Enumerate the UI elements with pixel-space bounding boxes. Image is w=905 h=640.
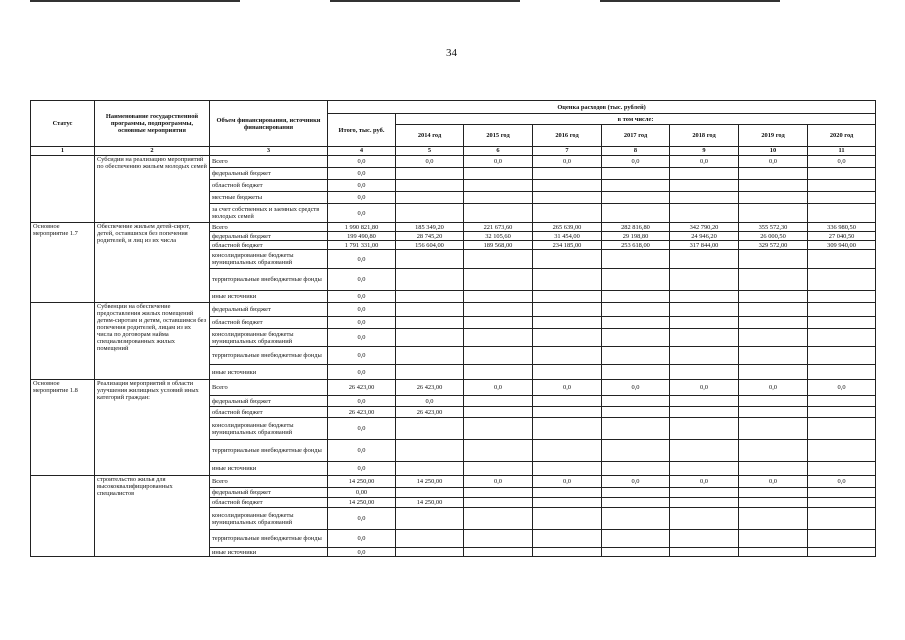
funding-source: федеральный бюджет [210, 168, 328, 180]
table-row [31, 223, 876, 232]
funding-source: Всего [210, 223, 328, 232]
year-value [808, 488, 876, 498]
header-volume: Объем финансирования, источники финансирования [210, 101, 328, 147]
year-value [533, 204, 602, 223]
total-value: 0,0 [328, 462, 396, 476]
year-value [808, 418, 876, 440]
year-value [533, 192, 602, 204]
year-value [808, 347, 876, 365]
year-value [533, 418, 602, 440]
funding-source: Всего [210, 380, 328, 396]
year-value [670, 365, 739, 380]
year-value: 0,0 [602, 476, 670, 488]
year-value [808, 462, 876, 476]
year-value [602, 269, 670, 291]
total-value: 0,0 [328, 440, 396, 462]
funding-source: областной бюджет [210, 407, 328, 418]
year-value: 0,0 [396, 396, 464, 407]
year-value: 0,0 [464, 476, 533, 488]
header-year: 2019 год [739, 125, 808, 147]
year-value [533, 462, 602, 476]
year-value [739, 407, 808, 418]
scan-top-edge [0, 0, 905, 3]
header-year: 2014 год [396, 125, 464, 147]
year-value: 0,0 [808, 476, 876, 488]
year-value [808, 317, 876, 329]
year-value: 0,0 [808, 156, 876, 168]
year-value [670, 498, 739, 508]
funding-source: территориальные внебюджетные фонды [210, 530, 328, 548]
total-value: 0,0 [328, 548, 396, 557]
header-name: Наименование государственной программы, подпрограммы, основные мероприятия [95, 101, 210, 147]
year-value [396, 548, 464, 557]
row-status: Основное мероприятие 1.8 [31, 380, 95, 476]
column-number: 5 [396, 147, 464, 156]
year-value [533, 488, 602, 498]
financing-table [30, 100, 876, 557]
year-value [739, 396, 808, 407]
total-value: 0,0 [328, 180, 396, 192]
year-value: 336 980,50 [808, 223, 876, 232]
year-value [533, 396, 602, 407]
header-estimate: Оценка расходов (тыс. рублей) [328, 101, 876, 114]
year-value [739, 462, 808, 476]
total-value: 0,0 [328, 156, 396, 168]
year-value [670, 329, 739, 347]
year-value [808, 396, 876, 407]
year-value [533, 303, 602, 317]
year-value [396, 347, 464, 365]
year-value [533, 329, 602, 347]
column-number: 11 [808, 147, 876, 156]
total-value: 0,0 [328, 347, 396, 365]
year-value [396, 250, 464, 269]
row-measure-name: Субвенции на обеспечение предоставления жилых помещений детям-сиротам и детям, оставшимся без попечения родителей, лицам из их числа по договорам найма специализированных жилых помещений [95, 303, 210, 380]
year-value [670, 180, 739, 192]
year-value [739, 180, 808, 192]
row-status [31, 303, 95, 380]
column-number: 3 [210, 147, 328, 156]
total-value: 0,0 [328, 269, 396, 291]
funding-source: территориальные внебюджетные фонды [210, 347, 328, 365]
year-value [602, 396, 670, 407]
row-status [31, 156, 95, 223]
year-value: 309 940,00 [808, 241, 876, 250]
header-year: 2015 год [464, 125, 533, 147]
funding-source: консолидированные бюджеты муниципальных образований [210, 418, 328, 440]
year-value: 317 844,00 [670, 241, 739, 250]
year-value: 282 816,80 [602, 223, 670, 232]
total-value: 0,0 [328, 508, 396, 530]
total-value: 26 423,00 [328, 407, 396, 418]
year-value: 0,0 [670, 156, 739, 168]
year-value: 221 673,60 [464, 223, 533, 232]
total-value: 0,0 [328, 396, 396, 407]
year-value [396, 180, 464, 192]
year-value [602, 407, 670, 418]
funding-source: консолидированные бюджеты муниципальных образований [210, 250, 328, 269]
funding-source: иные источники [210, 365, 328, 380]
total-value: 0,0 [328, 317, 396, 329]
year-value [533, 317, 602, 329]
year-value [464, 396, 533, 407]
year-value [739, 269, 808, 291]
year-value [739, 488, 808, 498]
year-value: 189 568,00 [464, 241, 533, 250]
year-value: 26 423,00 [396, 407, 464, 418]
year-value [602, 180, 670, 192]
year-value [464, 498, 533, 508]
funding-source: Всего [210, 476, 328, 488]
year-value [808, 303, 876, 317]
year-value [396, 168, 464, 180]
year-value: 29 198,80 [602, 232, 670, 241]
year-value [464, 418, 533, 440]
year-value [670, 418, 739, 440]
year-value [464, 407, 533, 418]
year-value [739, 291, 808, 303]
year-value [808, 180, 876, 192]
column-number: 9 [670, 147, 739, 156]
year-value [396, 303, 464, 317]
year-value [396, 440, 464, 462]
year-value: 0,0 [739, 156, 808, 168]
year-value [533, 291, 602, 303]
year-value [396, 508, 464, 530]
column-number: 1 [31, 147, 95, 156]
year-value [670, 488, 739, 498]
year-value [533, 407, 602, 418]
total-value: 0,0 [328, 530, 396, 548]
funding-source: территориальные внебюджетные фонды [210, 440, 328, 462]
funding-source: областной бюджет [210, 180, 328, 192]
year-value [602, 192, 670, 204]
year-value [602, 303, 670, 317]
column-number: 6 [464, 147, 533, 156]
total-value: 0,0 [328, 303, 396, 317]
year-value [464, 291, 533, 303]
year-value [533, 548, 602, 557]
year-value: 27 040,50 [808, 232, 876, 241]
row-measure-name: Реализация мероприятий в области улучшения жилищных условий иных категорий граждан: [95, 380, 210, 476]
year-value [464, 508, 533, 530]
year-value [533, 168, 602, 180]
year-value [670, 548, 739, 557]
header-year: 2020 год [808, 125, 876, 147]
year-value [808, 204, 876, 223]
year-value [808, 440, 876, 462]
year-value: 156 604,00 [396, 241, 464, 250]
year-value [670, 269, 739, 291]
year-value [533, 530, 602, 548]
year-value [739, 204, 808, 223]
column-numbers-row [31, 147, 876, 156]
year-value [602, 440, 670, 462]
year-value [396, 329, 464, 347]
header-year: 2016 год [533, 125, 602, 147]
total-value: 0,0 [328, 168, 396, 180]
year-value [533, 347, 602, 365]
year-value [396, 365, 464, 380]
year-value [739, 168, 808, 180]
funding-source: иные источники [210, 291, 328, 303]
year-value: 0,0 [533, 476, 602, 488]
year-value [670, 291, 739, 303]
year-value: 14 250,00 [396, 498, 464, 508]
table-row [31, 380, 876, 396]
year-value [396, 317, 464, 329]
funding-source: территориальные внебюджетные фонды [210, 269, 328, 291]
year-value [739, 498, 808, 508]
row-measure-name: Обеспечение жильем детей-сирот, детей, оставшихся без попечения родителей, и лиц из их числа [95, 223, 210, 303]
year-value [739, 329, 808, 347]
year-value [464, 269, 533, 291]
year-value [739, 508, 808, 530]
year-value [670, 407, 739, 418]
year-value: 265 639,00 [533, 223, 602, 232]
column-number: 4 [328, 147, 396, 156]
year-value [808, 548, 876, 557]
table-row [31, 303, 876, 317]
year-value [670, 317, 739, 329]
funding-source: консолидированные бюджеты муниципальных образований [210, 329, 328, 347]
year-value [602, 462, 670, 476]
year-value [670, 396, 739, 407]
column-number: 7 [533, 147, 602, 156]
year-value: 0,0 [464, 156, 533, 168]
row-measure-name: строительство жилья для высококвалифицированных специалистов [95, 476, 210, 557]
year-value [670, 192, 739, 204]
year-value: 14 250,00 [396, 476, 464, 488]
column-number: 8 [602, 147, 670, 156]
year-value [464, 365, 533, 380]
year-value [533, 498, 602, 508]
year-value [602, 548, 670, 557]
year-value: 26 423,00 [396, 380, 464, 396]
year-value: 0,0 [670, 380, 739, 396]
year-value [602, 508, 670, 530]
year-value [670, 250, 739, 269]
year-value [464, 462, 533, 476]
year-value [670, 440, 739, 462]
year-value [602, 329, 670, 347]
year-value: 342 790,20 [670, 223, 739, 232]
year-value: 0,0 [670, 476, 739, 488]
table-row [31, 156, 876, 168]
year-value [808, 498, 876, 508]
total-value: 14 250,00 [328, 476, 396, 488]
funding-source: федеральный бюджет [210, 488, 328, 498]
year-value [808, 407, 876, 418]
year-value [533, 440, 602, 462]
year-value [808, 530, 876, 548]
funding-source: за счет собственных и заемных средств молодых семей [210, 204, 328, 223]
year-value [808, 365, 876, 380]
year-value [602, 250, 670, 269]
year-value: 253 618,00 [602, 241, 670, 250]
year-value [396, 269, 464, 291]
year-value [464, 168, 533, 180]
year-value [464, 347, 533, 365]
row-status: Основное мероприятие 1.7 [31, 223, 95, 303]
year-value [739, 303, 808, 317]
column-number: 2 [95, 147, 210, 156]
year-value [739, 530, 808, 548]
year-value [396, 204, 464, 223]
year-value [602, 291, 670, 303]
year-value [602, 168, 670, 180]
funding-source: иные источники [210, 548, 328, 557]
year-value: 355 572,30 [739, 223, 808, 232]
year-value: 28 745,20 [396, 232, 464, 241]
year-value [670, 204, 739, 223]
funding-source: областной бюджет [210, 317, 328, 329]
year-value: 26 000,50 [739, 232, 808, 241]
year-value [739, 418, 808, 440]
total-value: 26 423,00 [328, 380, 396, 396]
total-value: 0,0 [328, 250, 396, 269]
table-header [31, 101, 876, 156]
year-value [670, 462, 739, 476]
year-value [808, 329, 876, 347]
header-including: в том числе: [396, 114, 876, 125]
row-measure-name: Субсидии на реализацию мероприятий по обеспечению жильем молодых семей [95, 156, 210, 223]
year-value [670, 530, 739, 548]
total-value: 14 250,00 [328, 498, 396, 508]
year-value [808, 269, 876, 291]
year-value: 0,0 [533, 380, 602, 396]
year-value [396, 418, 464, 440]
year-value [464, 303, 533, 317]
funding-source: федеральный бюджет [210, 396, 328, 407]
year-value: 32 105,60 [464, 232, 533, 241]
total-value: 1 990 821,80 [328, 223, 396, 232]
year-value [739, 192, 808, 204]
year-value [464, 192, 533, 204]
year-value [808, 508, 876, 530]
year-value [464, 180, 533, 192]
year-value [533, 365, 602, 380]
funding-source: консолидированные бюджеты муниципальных образований [210, 508, 328, 530]
year-value [464, 317, 533, 329]
year-value [602, 365, 670, 380]
header-year: 2018 год [670, 125, 739, 147]
year-value [739, 365, 808, 380]
total-value: 0,0 [328, 192, 396, 204]
year-value [808, 291, 876, 303]
year-value [739, 250, 808, 269]
year-value [396, 488, 464, 498]
total-value: 0,0 [328, 365, 396, 380]
year-value [464, 250, 533, 269]
year-value [602, 530, 670, 548]
year-value: 0,0 [533, 156, 602, 168]
year-value [602, 488, 670, 498]
header-year: 2017 год [602, 125, 670, 147]
year-value [464, 329, 533, 347]
funding-source: Всего [210, 156, 328, 168]
year-value [739, 440, 808, 462]
year-value [464, 488, 533, 498]
year-value: 0,0 [739, 380, 808, 396]
year-value [533, 180, 602, 192]
year-value: 0,0 [739, 476, 808, 488]
year-value: 0,0 [464, 380, 533, 396]
year-value: 0,0 [602, 380, 670, 396]
total-value: 0,0 [328, 204, 396, 223]
year-value [670, 508, 739, 530]
year-value [808, 250, 876, 269]
header-status: Статус [31, 101, 95, 147]
year-value [602, 498, 670, 508]
total-value: 0,0 [328, 418, 396, 440]
year-value [533, 250, 602, 269]
funding-source: местные бюджеты [210, 192, 328, 204]
year-value: 0,0 [602, 156, 670, 168]
year-value [396, 291, 464, 303]
year-value [808, 168, 876, 180]
funding-source: областной бюджет [210, 241, 328, 250]
year-value [739, 317, 808, 329]
funding-source: областной бюджет [210, 498, 328, 508]
year-value: 234 185,00 [533, 241, 602, 250]
year-value [808, 192, 876, 204]
header-total: Итого, тыс. руб. [328, 114, 396, 147]
year-value [670, 168, 739, 180]
year-value [670, 347, 739, 365]
funding-source: федеральный бюджет [210, 303, 328, 317]
year-value [464, 548, 533, 557]
year-value [739, 347, 808, 365]
year-value [739, 548, 808, 557]
total-value: 1 791 331,00 [328, 241, 396, 250]
total-value: 0,0 [328, 291, 396, 303]
table-body [31, 156, 876, 557]
total-value: 0,00 [328, 488, 396, 498]
funding-source: федеральный бюджет [210, 232, 328, 241]
total-value: 199 490,80 [328, 232, 396, 241]
year-value [602, 347, 670, 365]
funding-source: иные источники [210, 462, 328, 476]
year-value [533, 508, 602, 530]
year-value [602, 317, 670, 329]
year-value: 185 349,20 [396, 223, 464, 232]
year-value [464, 530, 533, 548]
year-value: 329 572,00 [739, 241, 808, 250]
year-value: 0,0 [396, 156, 464, 168]
year-value [533, 269, 602, 291]
year-value [464, 204, 533, 223]
column-number: 10 [739, 147, 808, 156]
year-value [602, 418, 670, 440]
row-status [31, 476, 95, 557]
page-number: 34 [446, 47, 457, 59]
year-value [396, 530, 464, 548]
year-value: 24 946,20 [670, 232, 739, 241]
year-value [670, 303, 739, 317]
year-value [464, 440, 533, 462]
year-value: 31 454,00 [533, 232, 602, 241]
year-value [396, 462, 464, 476]
year-value [602, 204, 670, 223]
total-value: 0,0 [328, 329, 396, 347]
table-row [31, 476, 876, 488]
year-value: 0,0 [808, 380, 876, 396]
year-value [396, 192, 464, 204]
